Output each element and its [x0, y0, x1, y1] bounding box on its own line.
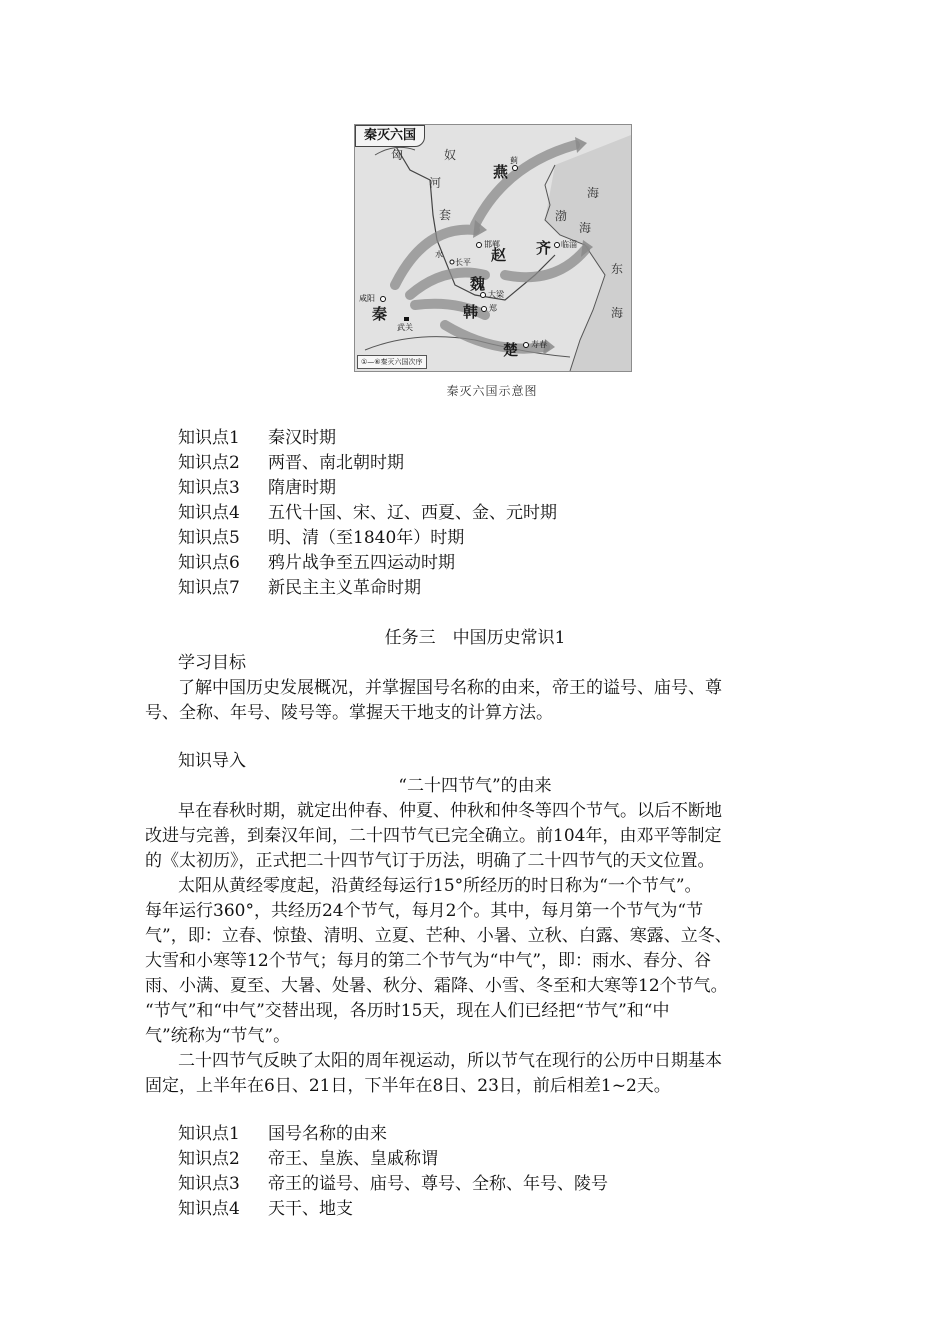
list1-item-text: 五代十国、宋、辽、西夏、金、元时期 — [268, 503, 557, 523]
list1-item-7 — [178, 576, 421, 600]
list1-item-text: 明、清（至1840年）时期 — [268, 528, 465, 548]
map-label-hetao-2: 套 — [439, 208, 452, 222]
para1-line-2: 改进与完善，到秦汉年间，二十四节气已完全确立。前104年，由邓平等制定 — [145, 826, 722, 846]
goal-line-2: 号、全称、年号、陵号等。掌握天干地支的计算方法。 — [145, 703, 553, 723]
para2-line-2: 每年运行360°，共经历24个节气，每月2个。其中，每月第一个节气为“节 — [145, 901, 704, 921]
map-city-shouchun: 寿春 — [531, 340, 547, 349]
para2-line-3: 气”，即：立春、惊蛰、清明、立夏、芒种、小暑、立秋、白露、寒露、立冬、 — [145, 926, 732, 946]
list1-item-label: 知识点5 — [178, 528, 240, 548]
list1-item-label: 知识点4 — [178, 503, 240, 523]
list1-item-text: 新民主主义革命时期 — [268, 578, 421, 598]
list1-item-text: 隋唐时期 — [268, 478, 336, 498]
map-label-han: 韩 — [463, 303, 479, 321]
map-city-xianyang: 咸阳 — [359, 294, 375, 303]
map-city-wuguan: 武关 — [397, 323, 413, 332]
map-label-donghai-1: 东 — [611, 262, 624, 276]
list2-item-text: 帝王、皇族、皇戚称谓 — [268, 1149, 438, 1169]
map-city-daliang: 大梁 — [488, 290, 504, 299]
task-title: 任务三 中国历史常识1 — [384, 628, 566, 648]
para1-line-1: 早在春秋时期，就定出仲春、仲夏、仲秋和仲冬等四个节气。以后不断地 — [178, 801, 722, 821]
map-label-qin: 秦 — [372, 305, 388, 323]
list1-item-4 — [178, 501, 557, 525]
map-city-changping: 长平 — [455, 258, 471, 267]
list1-item-label: 知识点1 — [178, 428, 240, 448]
map-label-wei: 魏 — [470, 275, 486, 293]
map-title: 秦灭六国 — [355, 125, 425, 147]
map-city-linzi: 临淄 — [561, 240, 577, 249]
list2-item-text: 帝王的谥号、庙号、尊号、全称、年号、陵号 — [268, 1174, 608, 1194]
list1-item-label: 知识点3 — [178, 478, 240, 498]
map-label-qi: 齐 — [536, 239, 552, 257]
article-title: “二十四节气”的由来 — [398, 776, 552, 796]
list2-item-text: 国号名称的由来 — [268, 1124, 387, 1144]
list2-item-text: 天干、地支 — [268, 1199, 353, 1219]
map-label-xiongnu-1: 匈 — [391, 148, 404, 162]
list1-item-text: 两晋、南北朝时期 — [268, 453, 404, 473]
para2-line-1: 太阳从黄经零度起，沿黄经每运行15°所经历的时日称为“一个节气”。 — [178, 876, 702, 896]
list2-item-label: 知识点2 — [178, 1149, 240, 1169]
para3-line-2: 固定，上半年在6日、21日，下半年在8日、23日，前后相差1~2天。 — [145, 1076, 671, 1096]
list1-item-3 — [178, 476, 336, 500]
map-label-xiongnu-2: 奴 — [444, 148, 457, 162]
para2-line-5: 雨、小满、夏至、大暑、处暑、秋分、霜降、小雪、冬至和大寒等12个节气。 — [145, 976, 728, 996]
map-legend: ①—⑥秦灭六国次序 — [357, 355, 427, 369]
list1-item-2 — [178, 451, 404, 475]
list2-item-label: 知识点1 — [178, 1124, 240, 1144]
list2-item-label: 知识点3 — [178, 1174, 240, 1194]
map-river-label: 水 — [435, 250, 443, 259]
map-caption: 秦灭六国示意图 — [446, 384, 538, 398]
map-city-ji: 蓟 — [510, 156, 518, 165]
list1-item-label: 知识点7 — [178, 578, 240, 598]
qin-unification-map — [354, 124, 632, 372]
map-city-handan: 邯郸 — [484, 240, 500, 249]
para1-line-3: 的《太初历》，正式把二十四节气订于历法，明确了二十四节气的天文位置。 — [145, 851, 715, 871]
list2-item-label: 知识点4 — [178, 1199, 240, 1219]
map-label-bohai-1: 渤 — [555, 209, 568, 223]
map-city-zheng: 郑 — [489, 304, 497, 313]
goal-heading: 学习目标 — [178, 653, 246, 673]
list2-item-1 — [178, 1122, 387, 1146]
map-label-yan: 燕 — [493, 163, 509, 181]
list1-item-label: 知识点6 — [178, 553, 240, 573]
list1-item-5 — [178, 526, 464, 550]
list1-item-label: 知识点2 — [178, 453, 240, 473]
list1-item-text: 鸦片战争至五四运动时期 — [268, 553, 455, 573]
para2-line-4: 大雪和小寒等12个节气；每月的第二个节气为“中气”，即：雨水、春分、谷 — [145, 951, 712, 971]
list1-item-1 — [178, 426, 336, 450]
list2-item-4 — [178, 1197, 353, 1221]
list2-item-3 — [178, 1172, 608, 1196]
map-label-sea: 海 — [587, 186, 600, 200]
map-label-hetao-1: 河 — [429, 176, 442, 190]
para3-line-1: 二十四节气反映了太阳的周年视运动，所以节气在现行的公历中日期基本 — [178, 1051, 722, 1071]
map-label-bohai-2: 海 — [579, 221, 592, 235]
para2-line-6: “节气”和“中气”交替出现，各历时15天，现在人们已经把“节气”和“中 — [145, 1001, 670, 1021]
list1-item-6 — [178, 551, 455, 575]
intro-heading: 知识导入 — [178, 751, 246, 771]
map-label-chu: 楚 — [503, 341, 519, 359]
para2-line-7: 气”统称为“节气”。 — [145, 1026, 291, 1046]
map-label-donghai-2: 海 — [611, 306, 624, 320]
list1-item-text: 秦汉时期 — [268, 428, 336, 448]
map-label-zhao: 赵 — [491, 246, 507, 264]
goal-line-1: 了解中国历史发展概况，并掌握国号名称的由来，帝王的谥号、庙号、尊 — [178, 678, 722, 698]
list2-item-2 — [178, 1147, 438, 1171]
